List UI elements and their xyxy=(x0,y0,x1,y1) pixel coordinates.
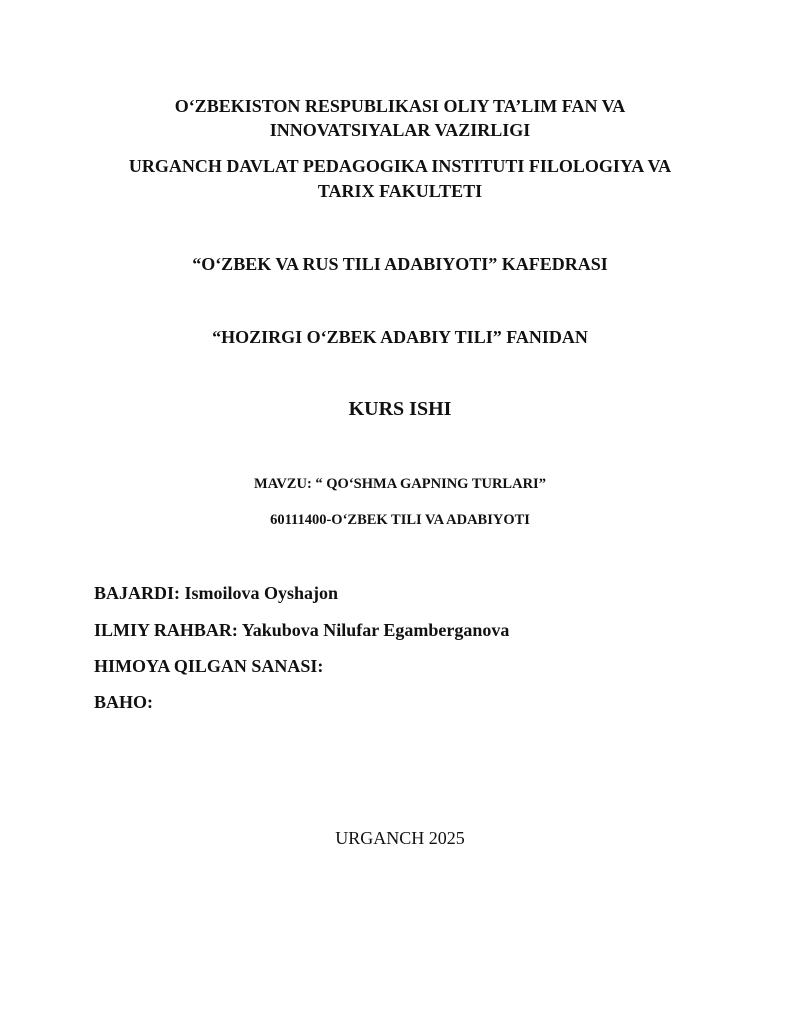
defense-date-row xyxy=(94,656,323,677)
supervisor-value: Yakubova Nilufar Egamberganova xyxy=(241,620,510,640)
author-row xyxy=(94,583,338,604)
author-value: Ismoilova Oyshajon xyxy=(184,583,339,603)
grade-label: BAHO: xyxy=(94,692,154,712)
subject-title: “HOZIRGI O‘ZBEK ADABIY TILI” FANIDAN xyxy=(212,327,588,347)
institute-line-2: TARIX FAKULTETI xyxy=(317,181,483,201)
specialty-line: 60111400-O‘ZBEK TILI VA ADABIYOTI xyxy=(270,512,530,528)
supervisor-row xyxy=(94,620,509,641)
author-label: BAJARDI: xyxy=(94,583,181,603)
institute-line-1: URGANCH DAVLAT PEDAGOGIKA INSTITUTI FILOLOGIYA VA xyxy=(128,156,672,176)
defense-date-label: HIMOYA QILGAN SANASI: xyxy=(94,656,324,676)
supervisor-label: ILMIY RAHBAR: xyxy=(94,620,238,640)
grade-row xyxy=(94,692,153,713)
topic-line: MAVZU: “ QO‘SHMA GAPNING TURLARI” xyxy=(254,476,546,492)
work-type-title: KURS ISHI xyxy=(348,398,452,420)
ministry-line-1: O‘ZBEKISTON RESPUBLIKASI OLIY TA’LIM FAN VA xyxy=(174,96,626,116)
city-year-footer: URGANCH 2025 xyxy=(335,828,465,848)
ministry-line-2: INNOVATSIYALAR VAZIRLIGI xyxy=(269,120,531,140)
department-title: “O‘ZBEK VA RUS TILI ADABIYOTI” KAFEDRASI xyxy=(192,254,608,274)
